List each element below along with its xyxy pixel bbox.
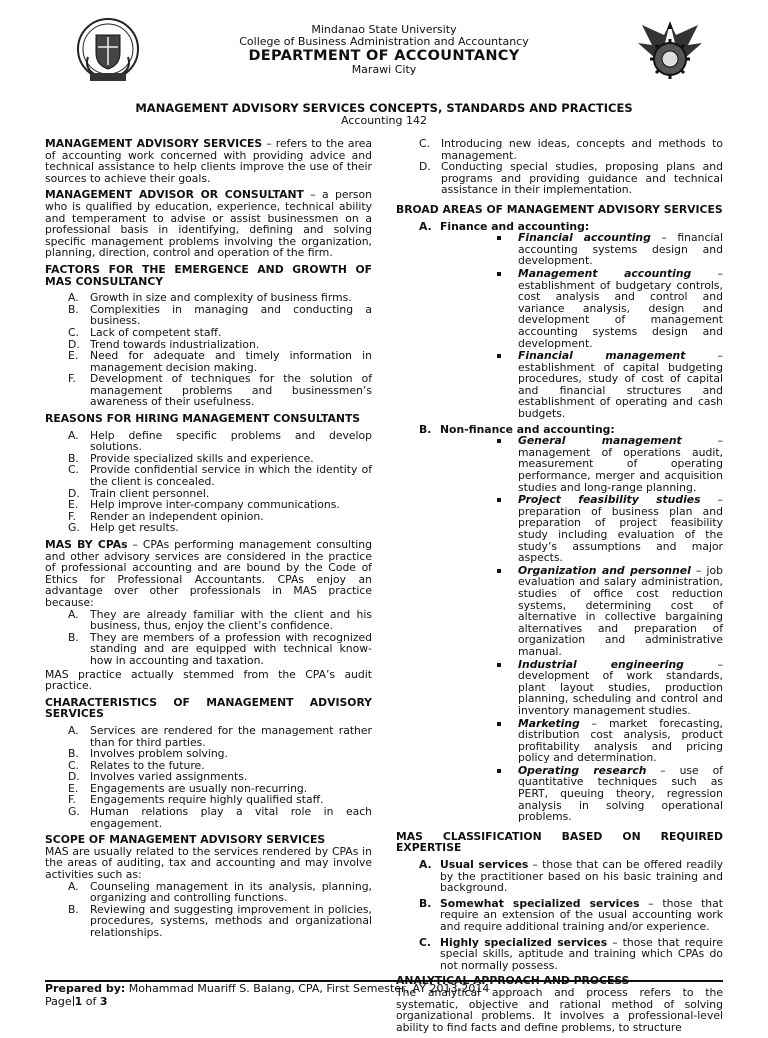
- list-item: D. Trend towards industrialization.: [68, 337, 260, 351]
- list-item: B. Somewhat specialized services – those that require an extension of the usual accounting work and require additional training and/or experience.: [419, 896, 723, 933]
- page-current: 1: [74, 995, 83, 1008]
- advisor-term: MANAGEMENT ADVISOR OR CONSULTANT: [45, 188, 304, 202]
- list-item: F. Render an independent opinion.: [68, 509, 264, 523]
- college-eagle-logo: [634, 15, 706, 85]
- square-bullet-icon: [497, 354, 501, 358]
- classification-list: [396, 859, 723, 971]
- list-item: D. Conducting special studies, proposing plans and programs and providing guidance and technical assistance in their implementation.: [419, 160, 723, 197]
- list-item: E. Help improve inter-company communications.: [68, 498, 340, 512]
- factors-list: [45, 292, 372, 408]
- list-item: B. Reviewing and suggesting improvement in policies, procedures, systems, methods and organizational relationships.: [68, 902, 372, 939]
- mas-origin-note: MAS practice actually stemmed from the CPA’s audit practice.: [45, 667, 372, 693]
- list-item: C. Highly specialized services – those that require special skills, aptitude and training which CPAs do not normally possess.: [419, 935, 723, 972]
- finance-accounting-section: A. Finance and accounting: Financial accounting – financial accounting systems design and development. Management accounting – establishment of budgetary controls, cost analysis and control and variance analysis, design and development of management accounting systems design and development. Financial management – establishment of capital budgeting procedures, study of cost of capital and financial structures and establishment of operating and cash budgets.: [419, 219, 723, 421]
- list-item: Financial accounting – financial accounting systems design and development.: [518, 232, 723, 267]
- document-title-block: [44, 102, 724, 127]
- right-column: [396, 138, 723, 1038]
- list-item: Industrial engineering – development of work standards, plant layout studies, production planning, scheduling and control and inventory management studies.: [518, 659, 723, 717]
- non-finance-label: Non-finance and accounting:: [440, 422, 615, 436]
- city-name: Marawi City: [351, 63, 417, 76]
- university-seal-logo: [74, 17, 142, 85]
- letterhead-text: [150, 24, 618, 76]
- scope-heading: SCOPE OF MANAGEMENT ADVISORY SERVICES: [45, 833, 326, 847]
- finance-accounting-label: Finance and accounting:: [440, 219, 590, 233]
- list-item: B. They are members of a profession with recognized standing and are equipped with technical know-how in accounting and taxation.: [68, 630, 372, 667]
- list-item: G. Human relations play a vital role in each engagement.: [68, 805, 372, 830]
- page-label: Page: [45, 995, 72, 1008]
- analytical-heading: ANALYTICAL APPROACH AND PROCESS: [396, 974, 630, 988]
- mas-by-cpas-text: – CPAs performing management consulting and other advisory services are considered in the practice of professional accounting and are bound by the Code of Ethics for Professional Accountants. CPAs enjoy an advantage over other professionals in MAS practice because:: [45, 538, 372, 609]
- list-item: F. Engagements require highly qualified staff.: [68, 793, 324, 807]
- list-item: Project feasibility studies – preparation of business plan and preparation of project feasibility study including evaluation of the study’s assumptions and major aspects.: [518, 494, 723, 564]
- prepared-by-label: Prepared by:: [45, 982, 126, 995]
- page-number: [45, 996, 723, 1008]
- list-item: D. Train client personnel.: [68, 486, 210, 500]
- advisor-definition: [45, 189, 372, 259]
- mas-by-cpas-term: MAS BY CPAs: [45, 538, 128, 551]
- square-bullet-icon: [497, 663, 501, 667]
- page-of: of: [82, 995, 100, 1008]
- non-finance-section: B. Non-finance and accounting: General management – management of operations audit, measurement of operating performance, merger and acquisition studies and long-range planning. Project feasibility studies – preparation of business plan and preparation of project feasibility study including evaluation of the study’s assumptions and major aspects. Organization and personnel – job evaluation and salary administration, studies of office cost reduction systems, determining cost of alternative in collective bargaining alternatives and preparation of organization and administrative manual. Industrial engineering – development of work standards, plant layout studies, production planning, scheduling and control and inventory management studies. Marketing – market forecasting, distribution cost analysis, product profitability analysis and pricing policy and determination. Operating research – use of quantitative techniques such as PERT, queuing theory, regression analysis in solving operational problems.: [419, 422, 723, 824]
- square-bullet-icon: [497, 722, 501, 726]
- list-item: C. Provide confidential service in which the identity of the client is concealed.: [68, 463, 372, 489]
- mas-definition: [45, 138, 372, 184]
- college-name: College of Business Administration and Accountancy: [239, 35, 529, 48]
- non-finance-items: [440, 435, 723, 823]
- list-item: G. Help get results.: [68, 521, 179, 535]
- mas-by-cpas-paragraph: [45, 539, 372, 609]
- list-item: E. Engagements are usually non-recurring.: [68, 781, 308, 795]
- cpa-advantages-list: [45, 609, 372, 667]
- list-item: C. Lack of competent staff.: [68, 325, 222, 339]
- list-item: Operating research – use of quantitative techniques such as PERT, queuing theory, regression analysis in solving operational problems.: [518, 765, 723, 823]
- list-item: Financial management – establishment of capital budgeting procedures, study of cost of capital and financial structures and establishment of operating and cash budgets.: [518, 350, 723, 420]
- left-column: [45, 138, 372, 944]
- document-title: MANAGEMENT ADVISORY SERVICES CONCEPTS, STANDARDS AND PRACTICES: [135, 101, 633, 115]
- department-name: DEPARTMENT OF ACCOUNTANCY: [248, 48, 520, 64]
- letterhead: [0, 0, 768, 100]
- page-separator: [73, 996, 74, 1006]
- list-item: C. Relates to the future.: [68, 758, 205, 772]
- mas-definition-text: – refers to the area of accounting work concerned with providing advice and technical assistance to help clients improve the use of their sources to achieve their goals.: [45, 137, 373, 185]
- square-bullet-icon: [497, 439, 501, 443]
- square-bullet-icon: [497, 236, 501, 240]
- list-item: Marketing – market forecasting, distribution cost analysis, product profitability analysis and pricing policy and determination.: [518, 718, 723, 764]
- list-item: A. They are already familiar with the client and his business, thus, enjoy the client’s confidence.: [68, 607, 372, 633]
- scope-intro: MAS are usually related to the services rendered by CPAs in the areas of auditing, tax and accounting and may involve activities such as:: [45, 844, 372, 882]
- scope-list: [45, 881, 372, 939]
- list-item: B. Involves problem solving.: [68, 747, 228, 761]
- mas-term: MANAGEMENT ADVISORY SERVICES: [45, 137, 263, 150]
- broad-areas-list: [396, 221, 723, 823]
- list-item: D. Involves varied assignments.: [68, 770, 248, 784]
- list-item: Organization and personnel – job evaluation and salary administration, studies of office cost reduction systems, determining cost of alternative in collective bargaining alternatives and preparation of organization and administrative manual.: [518, 565, 723, 658]
- classification-heading: MAS CLASSIFICATION BASED ON REQUIRED EXPERTISE: [396, 829, 723, 855]
- list-item: A. Services are rendered for the management rather than for third parties.: [68, 723, 372, 749]
- page-footer: [45, 980, 723, 1008]
- square-bullet-icon: [497, 498, 501, 502]
- list-item: A. Growth in size and complexity of business firms.: [68, 291, 352, 305]
- list-item: B. Provide specialized skills and experience.: [68, 451, 314, 465]
- factors-heading: FACTORS FOR THE EMERGENCE AND GROWTH OF MAS CONSULTANCY: [45, 262, 372, 288]
- characteristics-list: [45, 725, 372, 829]
- list-item: B. Complexities in managing and conducting a business.: [68, 302, 372, 328]
- prepared-by-line: [45, 983, 723, 995]
- list-item: F. Development of techniques for the solution of management problems and businessmen’s awareness of their usefulness.: [68, 372, 372, 409]
- reasons-heading: REASONS FOR HIRING MANAGEMENT CONSULTANTS: [45, 412, 361, 426]
- list-item: C. Introducing new ideas, concepts and methods to management.: [419, 137, 723, 162]
- list-item: E. Need for adequate and timely information in management decision making.: [68, 349, 372, 374]
- square-bullet-icon: [497, 769, 501, 773]
- reasons-list: [45, 430, 372, 534]
- square-bullet-icon: [497, 569, 501, 573]
- list-item: A. Help define specific problems and develop solutions.: [68, 428, 372, 454]
- analytical-text: The analytical approach and process refers to the systematic, objective and rational method of solving organizational problems. It involves a professional-level ability to find facts and define problems, to structure: [396, 985, 723, 1034]
- university-name: Mindanao State University: [311, 23, 457, 36]
- course-code: Accounting 142: [341, 114, 427, 127]
- prepared-by-text: Mohammad Muariff S. Balang, CPA, First Semester, AY 2013-2014: [125, 982, 490, 995]
- broad-areas-heading: BROAD AREAS OF MANAGEMENT ADVISORY SERVICES: [396, 202, 723, 216]
- square-bullet-icon: [497, 272, 501, 276]
- page-total: 3: [99, 995, 108, 1008]
- characteristics-heading: CHARACTERISTICS OF MANAGEMENT ADVISORY SERVICES: [45, 695, 372, 721]
- list-item: A. Counseling management in its analysis, planning, organizing and controlling functions.: [68, 879, 372, 905]
- list-item: General management – management of operations audit, measurement of operating performance, merger and acquisition studies and long-range planning.: [518, 435, 723, 493]
- advisor-definition-text: – a person who is qualified by education, experience, technical ability and temperament to advise or assist businessmen on a professional basis in identifying, defining and solving specific management problems involving the organization, planning, direction, control and operation of the firm.: [45, 188, 372, 260]
- finance-accounting-items: [440, 232, 723, 420]
- list-item: Management accounting – establishment of budgetary controls, cost analysis and control and variance analysis, design and development of management accounting systems design and development.: [518, 268, 723, 349]
- list-item: A. Usual services – those that can be offered readily by the practitioner based on his basic training and background.: [419, 858, 723, 895]
- scope-list-continued: [396, 138, 723, 196]
